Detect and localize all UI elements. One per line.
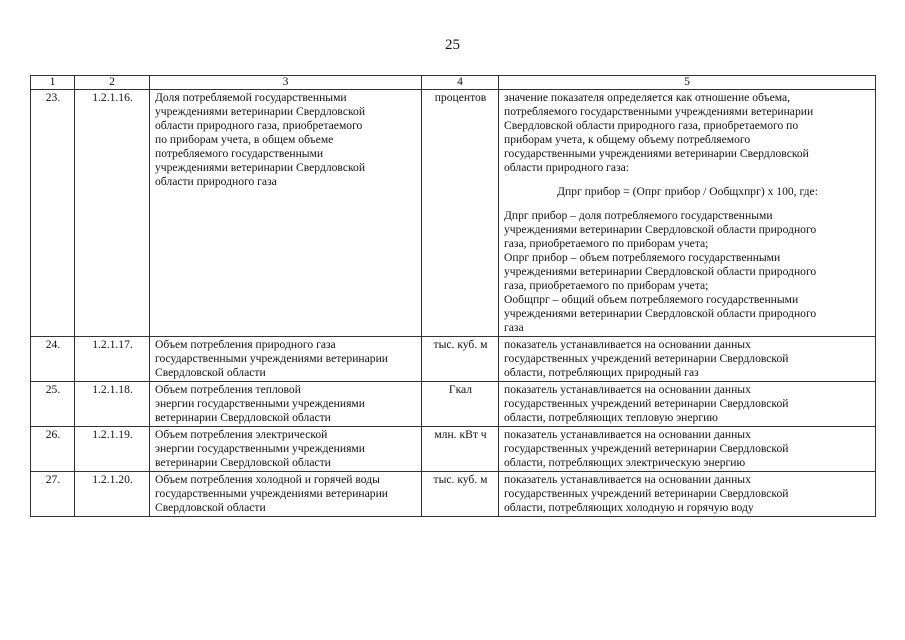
- calculation-method: показатель устанавливается на основании данных государственных учреждений ветеринарии Свердловской области, потребляющих холодную и горячую воду: [499, 472, 876, 517]
- unit-of-measure: тыс. куб. м: [422, 472, 499, 517]
- row-number: 27.: [31, 472, 75, 517]
- row-number: 23.: [31, 90, 75, 337]
- row-number: 24.: [31, 337, 75, 382]
- method-intro: значение показателя определяется как отношение объема, потребляемого государственными учреждениями ветеринарии Свердловской области природного газа, приобретаемого по приборам учета, к общему объему потребляемого государственными учреждениями ветеринарии Свердловской области природного газа:: [504, 91, 814, 174]
- row-code: 1.2.1.20.: [75, 472, 150, 517]
- unit-of-measure: процентов: [422, 90, 499, 337]
- row-code: 1.2.1.18.: [75, 382, 150, 427]
- calculation-method: показатель устанавливается на основании данных государственных учреждений ветеринарии Свердловской области, потребляющих природный газ: [499, 337, 876, 382]
- table-header-row: [31, 76, 876, 90]
- unit-of-measure: Гкал: [422, 382, 499, 427]
- table-row: [31, 472, 876, 517]
- column-header: 5: [499, 76, 876, 90]
- calculation-method: показатель устанавливается на основании данных государственных учреждений ветеринарии Свердловской области, потребляющих электрическую энергию: [499, 427, 876, 472]
- column-header: 1: [31, 76, 75, 90]
- unit-of-measure: млн. кВт ч: [422, 427, 499, 472]
- calculation-method: [499, 90, 876, 337]
- indicator-name: Объем потребления холодной и горячей воды государственными учреждениями ветеринарии Свердловской области: [150, 472, 422, 517]
- table-row: [31, 427, 876, 472]
- table-row: [31, 90, 876, 337]
- indicator-name: Доля потребляемой государственными учреждениями ветеринарии Свердловской области природного газа, приобретаемого по приборам учета, в общем объеме потребляемого государственными учреждениями ветеринарии Свердловской области природного газа: [150, 90, 422, 337]
- row-code: 1.2.1.19.: [75, 427, 150, 472]
- row-code: 1.2.1.17.: [75, 337, 150, 382]
- indicators-table: [30, 75, 876, 517]
- method-definitions: Дпрг прибор – доля потребляемого государственными учреждениями ветеринарии Свердловской области природного газа, приобретаемого по приборам учета; Опрг прибор – объем потребляемого государственными учреждениями ветеринарии Свердловской области природного газа, приобретаемого по приборам учета; Ообщпрг – общий объем потребляемого государственными учреждениями ветеринарии Свердловской области природного газа: [504, 209, 817, 334]
- table-row: [31, 337, 876, 382]
- column-header: 4: [422, 76, 499, 90]
- table-row: [31, 382, 876, 427]
- row-number: 26.: [31, 427, 75, 472]
- unit-of-measure: тыс. куб. м: [422, 337, 499, 382]
- row-number: 25.: [31, 382, 75, 427]
- indicator-name: Объем потребления электрической энергии государственными учреждениями ветеринарии Свердловской области: [150, 427, 422, 472]
- calculation-method: показатель устанавливается на основании данных государственных учреждений ветеринарии Свердловской области, потребляющих тепловую энергию: [499, 382, 876, 427]
- formula: Дпрг прибор = (Опрг прибор / Ообщхпрг) x 100, где:: [557, 185, 818, 198]
- column-header: 3: [150, 76, 422, 90]
- indicator-name: Объем потребления природного газа государственными учреждениями ветеринарии Свердловской области: [150, 337, 422, 382]
- column-header: 2: [75, 76, 150, 90]
- indicator-name: Объем потребления тепловой энергии государственными учреждениями ветеринарии Свердловской области: [150, 382, 422, 427]
- page-number: 25: [445, 37, 460, 53]
- row-code: 1.2.1.16.: [75, 90, 150, 337]
